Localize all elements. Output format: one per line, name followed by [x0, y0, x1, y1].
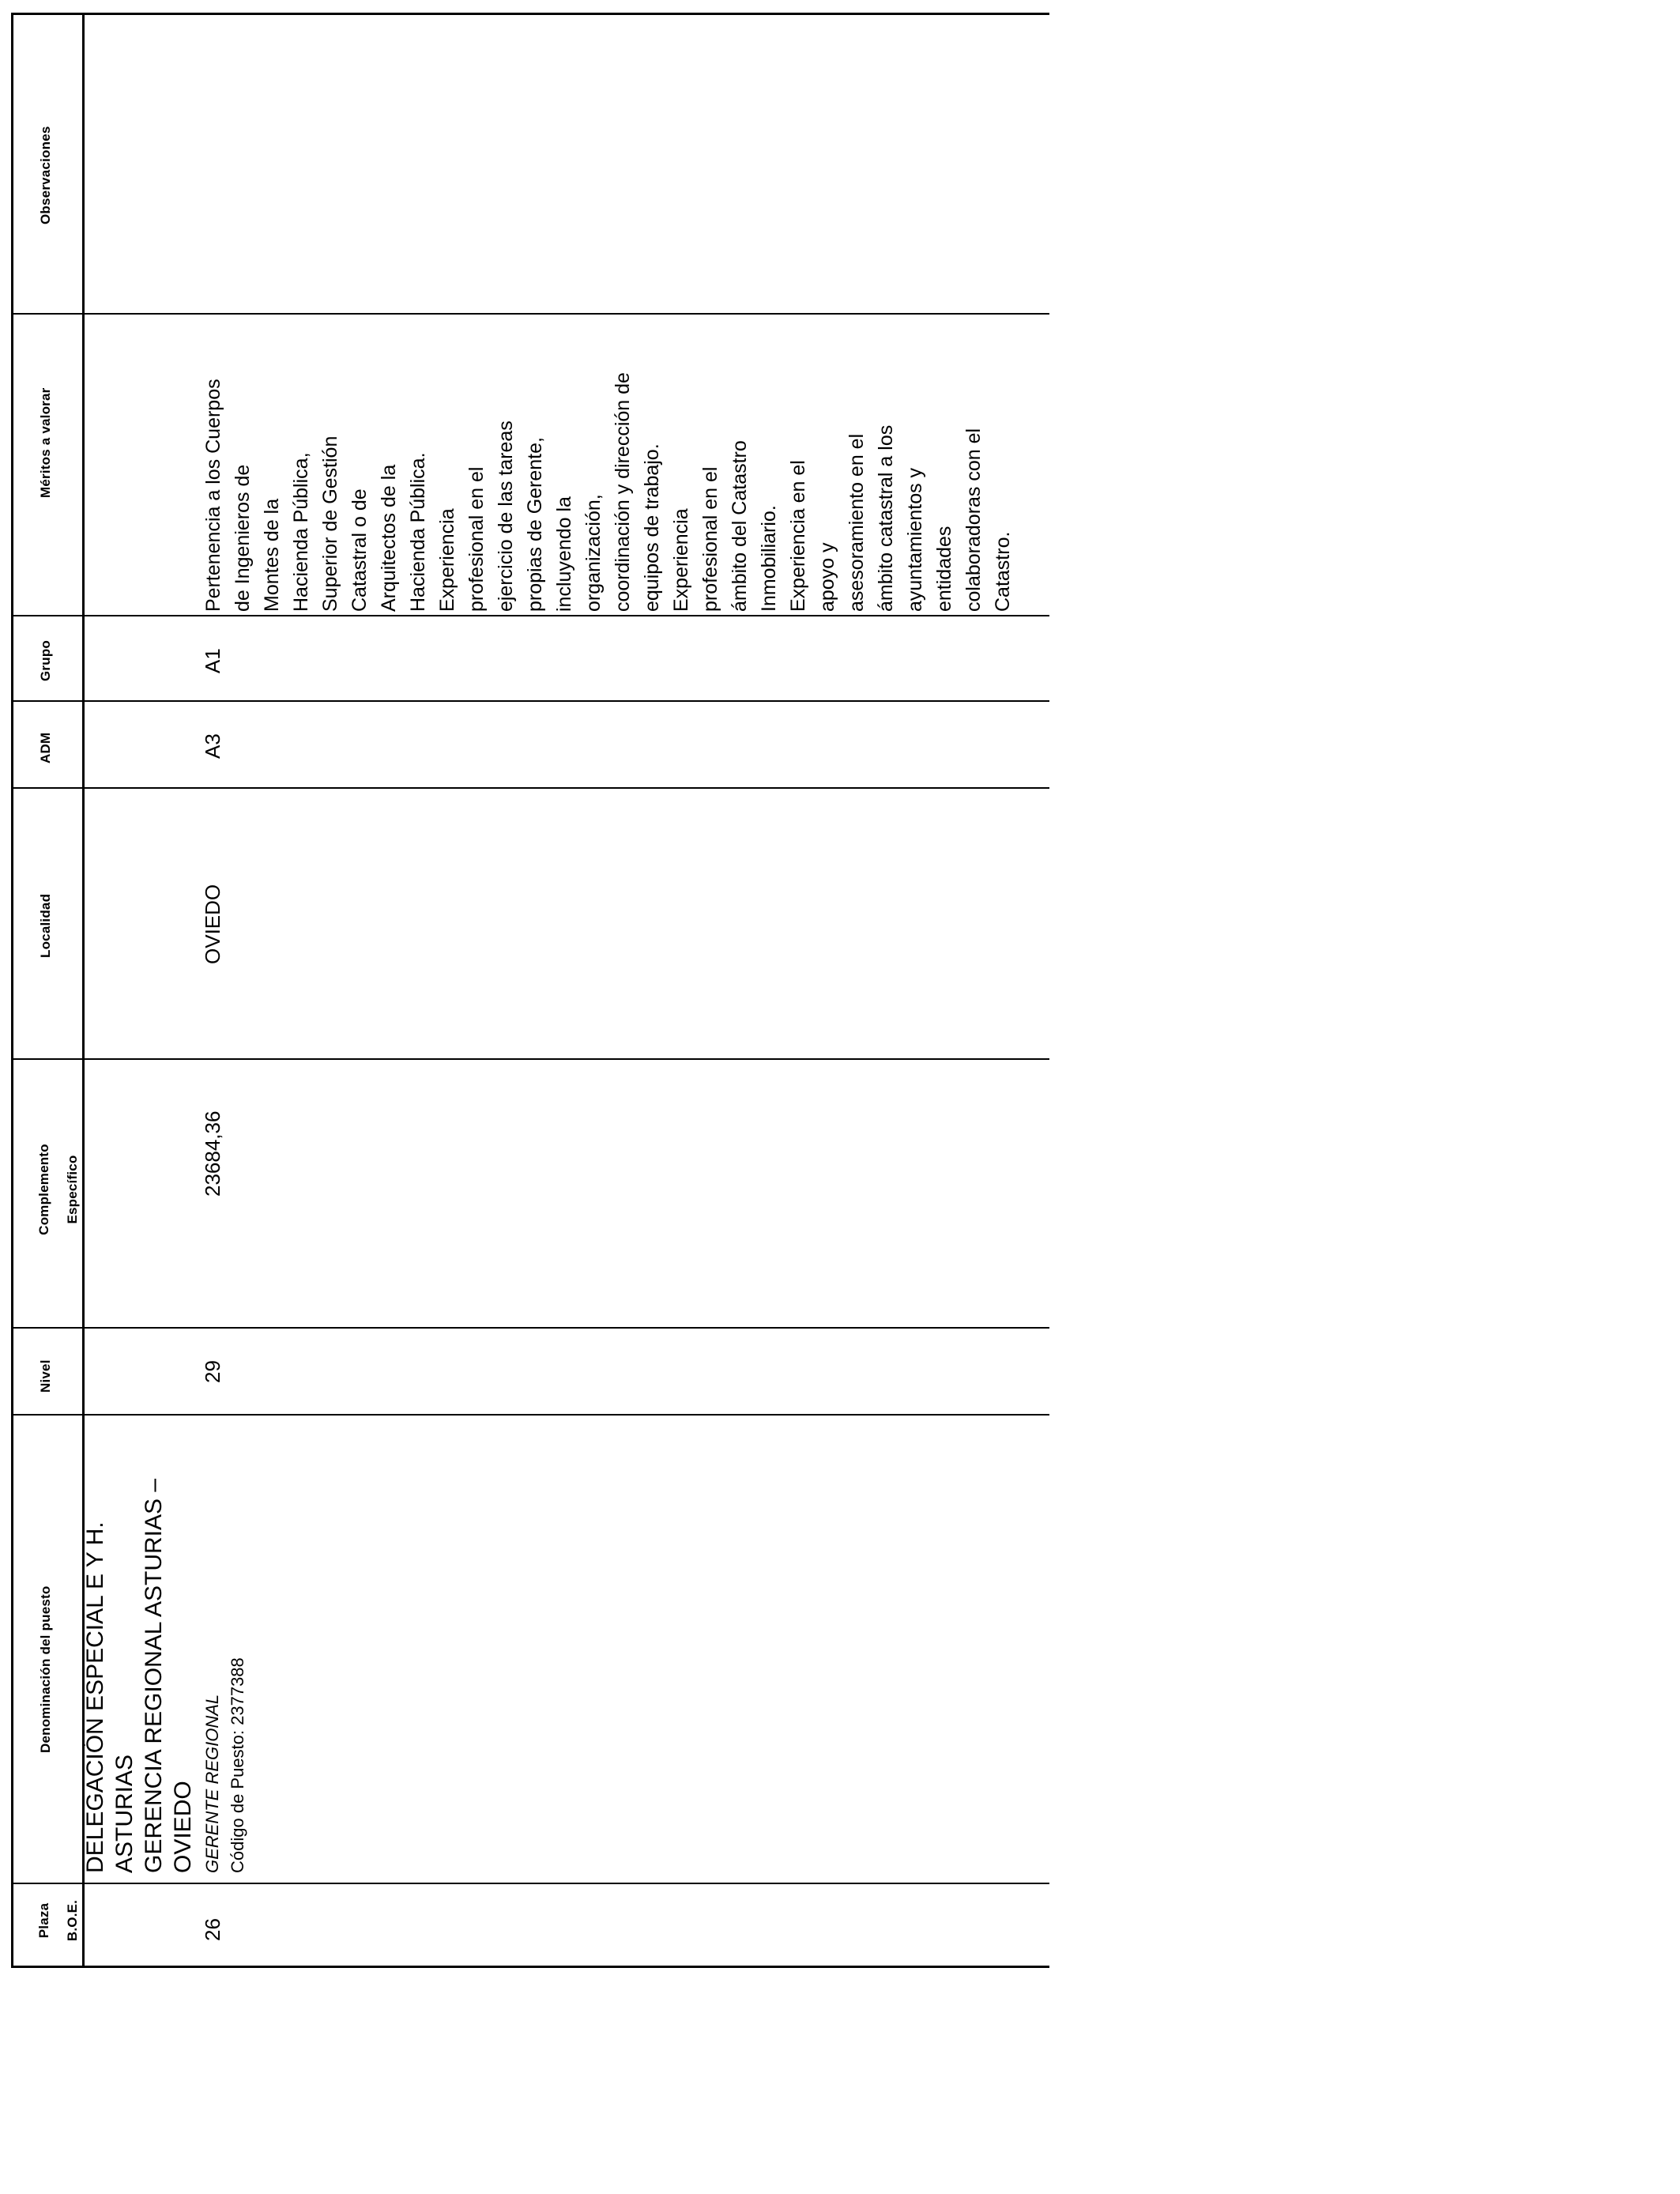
row-divider-denominacion	[11, 1883, 1049, 1884]
value-grupo: A1	[201, 648, 224, 673]
value-nivel: 29	[201, 1360, 224, 1383]
header-complemento-line2: Específico	[65, 1155, 80, 1224]
row-divider-nivel	[11, 1414, 1049, 1416]
header-complemento-line1: Complemento	[36, 1144, 51, 1235]
row-divider-meritos	[11, 615, 1049, 616]
denominacion-line4: OVIEDO	[170, 1781, 196, 1873]
row-divider-localidad	[11, 1058, 1049, 1060]
value-meritos: Pertenencia a los Cuerpos de Ingenieros de Montes de la Hacienda Pública, Superior de Gestión Catastral o de Arquitectos de la Hacienda Pública. Experiencia profesional en el ejercicio de las tareas propias de Gerente, incluyendo la organización, coordinación y dirección de equipos de trabajo. Experiencia profesional en el ámbito del Catastro Inmobiliario. Experiencia en el apoyo y asesoramiento en el ámbito catastral a los ayuntamientos y entidades colaboradoras con el Catastro.	[202, 372, 1014, 612]
header-grupo: Grupo	[38, 640, 53, 681]
denominacion-line3: GERENCIA REGIONAL ASTURIAS –	[141, 1478, 167, 1873]
denominacion-line2: ASTURIAS	[111, 1754, 137, 1873]
denominacion-line1: DELEGACIÓN ESPECIAL E Y H.	[82, 1521, 108, 1873]
value-complemento: 23684,36	[201, 1110, 224, 1197]
row-divider-grupo	[11, 700, 1049, 702]
header-plaza	[30, 1889, 87, 1952]
value-adm: A3	[201, 733, 224, 759]
header-plaza-line1: Plaza	[36, 1902, 51, 1939]
header-adm: ADM	[38, 732, 53, 763]
header-nivel: Nivel	[38, 1359, 53, 1393]
header-denominacion: Denominación del puesto	[38, 1585, 53, 1753]
row-divider-complemento	[11, 1327, 1049, 1329]
denominacion-puesto: GERENTE REGIONAL	[202, 1694, 222, 1873]
value-localidad: OVIEDO	[201, 884, 224, 964]
header-observaciones: Observaciones	[38, 126, 53, 224]
header-plaza-line2: B.O.E.	[65, 1899, 80, 1942]
header-meritos: Méritos a valorar	[38, 387, 53, 498]
header-complemento	[30, 1130, 87, 1249]
row-divider-observaciones	[11, 313, 1049, 315]
value-plaza: 26	[201, 1918, 224, 1941]
row-divider-adm	[11, 787, 1049, 789]
value-denominacion	[81, 1479, 248, 1873]
header-localidad: Localidad	[38, 893, 53, 958]
denominacion-codigo: Código de Puesto: 2377388	[228, 1657, 247, 1873]
